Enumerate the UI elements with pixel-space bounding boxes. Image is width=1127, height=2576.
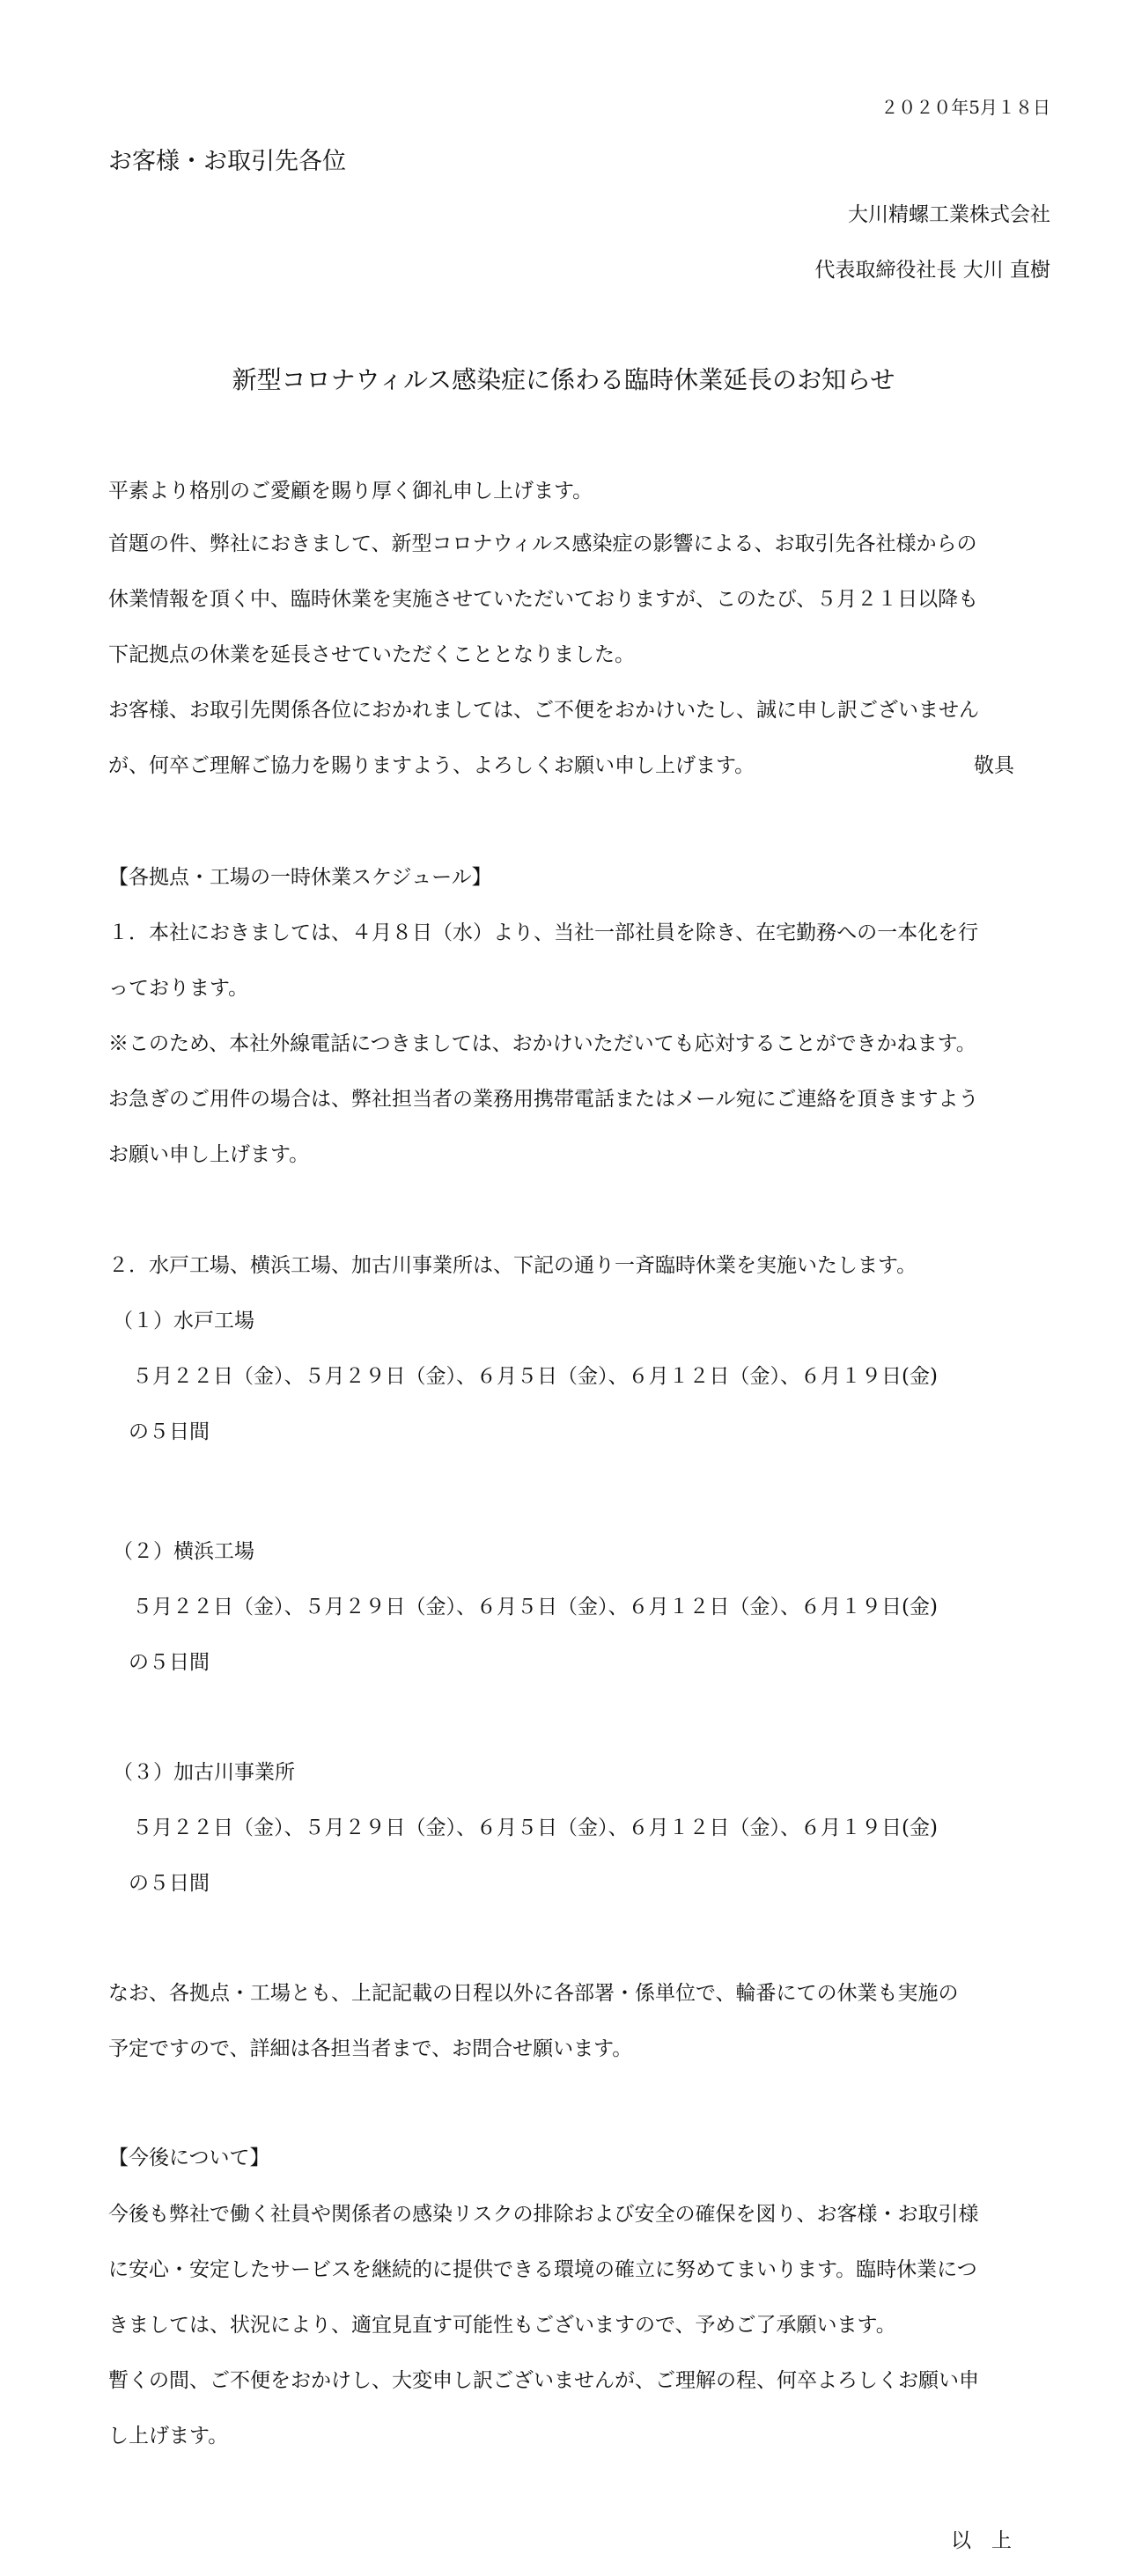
site-dates: ５月２２日（金）、５月２９日（金）、６月５日（金）、６月１２日（金）、６月１９日(金) xyxy=(132,1816,938,1839)
item1-line: １．本社におきましては、４月８日（水）より、当社一部社員を除き、在宅勤務への一本化を行 xyxy=(108,921,979,944)
schedule-note-line: 予定ですので、詳細は各担当者まで、お問合せ願います。 xyxy=(108,2037,633,2060)
intro-line: 首題の件、弊社におきまして、新型コロナウィルス感染症の影響による、お取引先各社様からの xyxy=(108,532,977,555)
intro-line: お客様、お取引先関係各位におかれましては、ご不便をおかけいたし、誠に申し訳ございません xyxy=(108,699,979,722)
item1-line: お願い申し上げます。 xyxy=(108,1143,310,1166)
future-line: 今後も弊社で働く社員や関係者の感染リスクの排除および安全の確保を図り、お客様・お取引様 xyxy=(108,2203,979,2226)
site-dates: ５月２２日（金）、５月２９日（金）、６月５日（金）、６月１２日（金）、６月１９日(金) xyxy=(132,1596,938,1618)
item1-line: お急ぎのご用件の場合は、弊社担当者の業務用携帯電話またはメール宛にご連絡を頂きますよう xyxy=(108,1088,979,1111)
representative-name: 代表取締役社長 大川 直樹 xyxy=(814,259,1050,282)
future-line: 暫くの間、ご不便をおかけし、大変申し訳ございませんが、ご理解の程、何卒よろしくお願い申 xyxy=(108,2369,979,2392)
item1-line: っております。 xyxy=(108,977,249,1000)
future-heading: 【今後について】 xyxy=(108,2147,270,2169)
item1-line: ※このため、本社外線電話につきましては、おかけいただいても応対することができかねます。 xyxy=(108,1032,976,1055)
site-name: （２）横浜工場 xyxy=(113,1540,254,1563)
notice-title: 新型コロナウィルス感染症に係わる臨時休業延長のお知らせ xyxy=(232,365,895,394)
future-line: きましては、状況により、適宜見直す可能性もございますので、予めご了承願います。 xyxy=(108,2314,896,2337)
recipient-line: お客様・お取引先各位 xyxy=(108,148,346,175)
item2-intro: ２．水戸工場、横浜工場、加古川事業所は、下記の通り一斉臨時休業を実施いたします。 xyxy=(108,1254,917,1277)
site-count: の５日間 xyxy=(129,1651,210,1674)
intro-line: が、何卒ご理解ご協力を賜りますよう、よろしくお願い申し上げます。 xyxy=(108,754,755,777)
site-count: の５日間 xyxy=(129,1420,210,1443)
site-name: （１）水戸工場 xyxy=(113,1310,254,1332)
future-line: に安心・安定したサービスを継続的に提供できる環境の確立に努めてまいります。臨時休業につ xyxy=(108,2258,977,2281)
schedule-note-line: なお、各拠点・工場とも、上記記載の日程以外に各部署・係単位で、輪番にての休業も実施の xyxy=(108,1982,959,2005)
closing-keigu: 敬具 xyxy=(974,754,1014,777)
intro-line: 休業情報を頂く中、臨時休業を実施させていただいておりますが、このたび、５月２１日以降も xyxy=(108,588,979,611)
schedule-heading: 【各拠点・工場の一時休業スケジュール】 xyxy=(108,866,492,889)
intro-line: 平素より格別のご愛顧を賜り厚く御礼申し上げます。 xyxy=(108,480,593,503)
site-dates: ５月２２日（金）、５月２９日（金）、６月５日（金）、６月１２日（金）、６月１９日(金) xyxy=(132,1365,938,1388)
end-mark: 以 上 xyxy=(951,2529,1012,2552)
future-line: し上げます。 xyxy=(108,2425,229,2448)
company-name: 大川精螺工業株式会社 xyxy=(848,203,1050,226)
site-name: （３）加古川事業所 xyxy=(113,1761,295,1784)
site-count: の５日間 xyxy=(129,1872,210,1895)
letter-date: ２０２０年5月１８日 xyxy=(880,97,1050,118)
intro-line: 下記拠点の休業を延長させていただくこととなりました。 xyxy=(108,643,635,666)
